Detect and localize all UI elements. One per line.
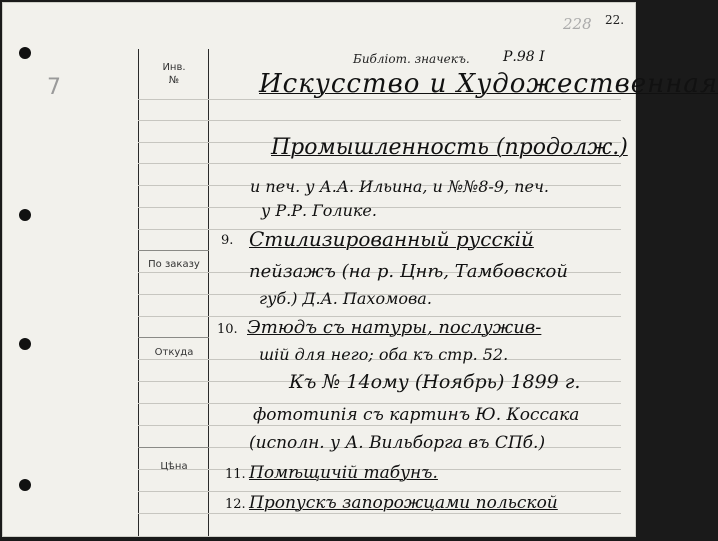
entry-text-line: Пропускъ запорожцами польской [249,493,558,513]
price-label: Цѣна [160,461,188,472]
entry-text-line: и печ. у А.А. Ильина, и №№8-9, печ. [250,177,549,196]
punch-hole [19,338,31,350]
column-border-right [208,49,209,536]
library-stamp-label: Библіот. значекъ. [353,52,470,66]
entry-number: 12. [225,497,246,512]
card-title-line2: Промышленность (продолж.) [271,135,628,160]
library-code: Р.98 I [503,49,545,65]
column-separator [138,447,209,448]
ruled-line [138,120,621,121]
ruled-line [138,403,621,404]
inventory-number-label: Инв. № [162,62,186,86]
column-separator [138,337,209,338]
punch-hole [19,47,31,59]
faded-page-number: 228 [563,15,592,33]
entry-number: 11. [225,467,246,482]
entry-number: 9. [221,233,234,248]
ruled-line [138,99,621,100]
column-separator [138,250,209,251]
punch-hole [19,479,31,491]
catalog-card [2,2,718,537]
entry-text-line: у Р.Р. Голике. [261,201,377,220]
entry-number: 10. [217,322,238,337]
entry-text-line: (исполн. у А. Вильборга въ СПб.) [249,433,546,453]
order-label: По заказу [148,259,200,270]
entry-text-line: шій для него; оба къ стр. 52. [259,345,509,364]
entry-text-line: Помѣщичій табунъ. [249,463,438,483]
margin-pencil-number: 7 [47,75,61,100]
entry-text-line: Этюдъ съ натуры, послужив- [247,317,542,338]
ruled-line [138,491,621,492]
ruled-line [138,425,621,426]
ruled-line [138,207,621,208]
entry-text-line: Стилизированный русскій [249,227,534,251]
punch-hole [19,209,31,221]
ruled-line [138,163,621,164]
entry-text-line: фототипія съ картинъ Ю. Коссака [253,405,580,425]
page-number: 22. [605,13,625,27]
entry-text-line: Къ № 14ому (Ноябрь) 1899 г. [289,371,581,393]
source-label: Откуда [154,347,194,358]
ruled-line [138,513,621,514]
entry-text-line: губ.) Д.А. Пахомова. [259,289,432,308]
card-title-line1: Искусство и Художественная [259,69,718,99]
column-border-left [138,49,139,536]
entry-text-line: пейзажъ (на р. Цнѣ, Тамбовской [249,261,568,282]
